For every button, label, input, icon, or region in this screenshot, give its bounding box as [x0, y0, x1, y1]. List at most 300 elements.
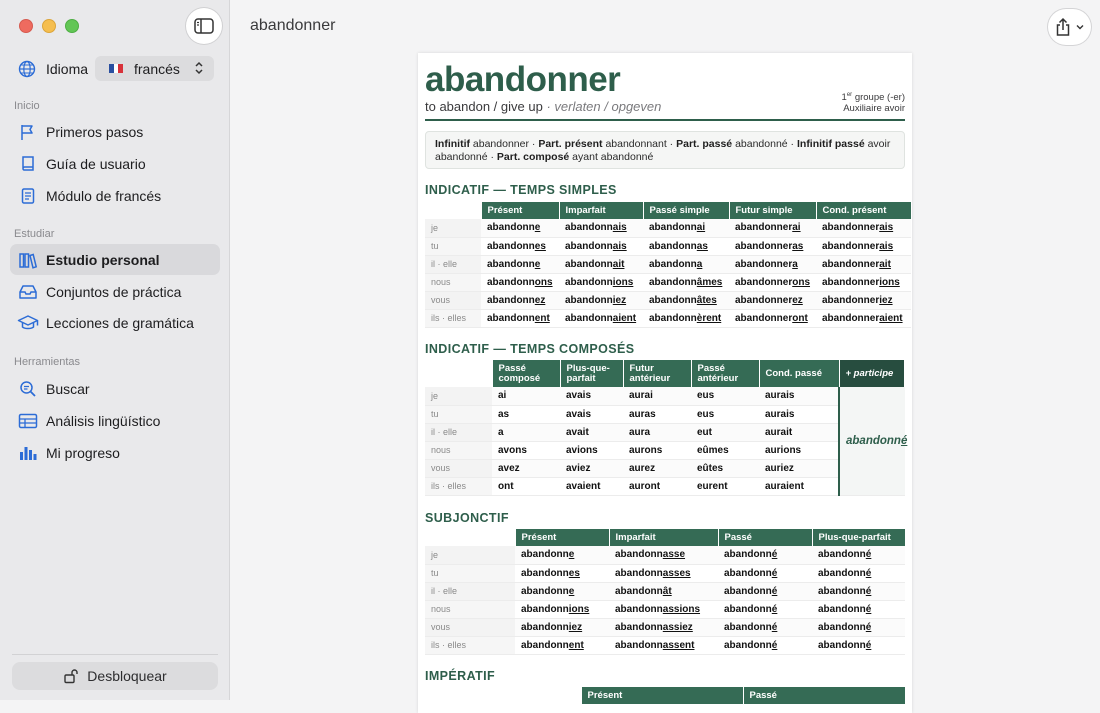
table-row — [425, 546, 905, 564]
verb-ending: es — [534, 240, 546, 252]
pronoun-cell: il · elle — [425, 423, 492, 441]
conjugation-cell — [481, 237, 559, 255]
verb-stem: abandonn — [565, 276, 613, 288]
notebook-icon — [18, 186, 38, 206]
conjugation-cell — [729, 273, 816, 291]
verb-stem: abandonn — [487, 276, 535, 288]
table-row — [425, 237, 911, 255]
verb-ending: é — [865, 639, 872, 651]
auxiliary-cell: avait — [560, 423, 623, 441]
conjugation-cell — [643, 309, 729, 327]
auxiliary-cell: ont — [492, 477, 560, 495]
verb-stem: abandonn — [565, 258, 613, 270]
conjugation-cell — [643, 255, 729, 273]
auxiliary-cell: eus — [691, 387, 759, 405]
sidebar-divider — [12, 654, 218, 655]
verb-stem: abandonn — [818, 621, 866, 633]
conjugation-cell — [812, 564, 905, 582]
table-row — [425, 405, 905, 423]
sidebar — [0, 0, 230, 700]
sidebar-item-lecciones-de-gramatica[interactable] — [10, 307, 220, 338]
pronoun-cell: vous — [425, 459, 492, 477]
verb-ending: é — [771, 585, 778, 597]
language-select[interactable] — [95, 56, 214, 81]
unlock-button[interactable] — [12, 662, 218, 690]
verb-ending: a — [792, 258, 798, 270]
verb-stem: abandonn — [818, 639, 866, 651]
verb-stem: abandonn — [487, 258, 535, 270]
sidebar-item-guia-de-usuario[interactable] — [10, 148, 220, 179]
sidebar-item-estudio-personal[interactable] — [10, 244, 220, 275]
pronoun-cell: nous — [425, 600, 515, 618]
table-header-blank — [425, 202, 481, 219]
verb-stem: abandonn — [565, 312, 613, 324]
conjugation-cell — [609, 546, 718, 564]
verb-stem: abandonner — [735, 222, 793, 234]
form-label: Infinitif — [435, 138, 470, 150]
pronoun-cell: je — [425, 546, 515, 564]
section-indicatif-simples: INDICATIF — TEMPS SIMPLES — [425, 183, 617, 197]
conjugation-cell — [481, 273, 559, 291]
verb-ending: é — [865, 621, 872, 633]
pronoun-cell: vous — [425, 291, 481, 309]
conjugation-cell — [816, 219, 911, 237]
verb-stem: abandonn — [724, 549, 772, 561]
conjugation-cell — [729, 309, 816, 327]
conjugation-cell — [609, 636, 718, 654]
sidebar-item-modulo-de-frances[interactable] — [10, 180, 220, 211]
table-row — [425, 441, 905, 459]
auxiliary-cell: eurent — [691, 477, 759, 495]
verb-ending: é — [865, 585, 872, 597]
verb-ending: asse — [662, 549, 686, 561]
conjugation-cell — [515, 636, 609, 654]
auxiliary-cell: aurais — [759, 387, 839, 405]
auxiliary-cell: auriez — [759, 459, 839, 477]
pronoun-cell: il · elle — [425, 582, 515, 600]
conjugation-cell — [812, 600, 905, 618]
auxiliary-cell: aurais — [759, 405, 839, 423]
conjugation-cell — [481, 291, 559, 309]
verb-ending: iez — [568, 621, 583, 633]
table-row — [425, 582, 905, 600]
form-value: abandonner — [470, 138, 529, 150]
verb-ending: é — [771, 567, 778, 579]
verb-stem: abandonn — [615, 603, 663, 615]
graduation-cap-icon — [18, 313, 38, 333]
chevron-down-icon — [1075, 23, 1085, 31]
sidebar-item-conjuntos-de-practica[interactable] — [10, 276, 220, 307]
table-row — [425, 477, 905, 495]
verb-stem: abandonner — [735, 276, 793, 288]
table-temps-composes — [425, 360, 908, 496]
auxiliary-cell: aviez — [560, 459, 623, 477]
auxiliary-cell: eûtes — [691, 459, 759, 477]
conjugation-cell — [515, 618, 609, 636]
verb-ending: ions — [879, 276, 900, 288]
conjugation-cell — [718, 618, 812, 636]
conjugation-cell — [609, 582, 718, 600]
form-value: abandonné — [732, 138, 788, 150]
conjugation-cell — [643, 291, 729, 309]
verb-stem: abandonn — [724, 639, 772, 651]
conjugation-cell — [816, 237, 911, 255]
pronoun-cell: il · elle — [425, 255, 481, 273]
verb-stem: abandonner — [735, 294, 793, 306]
sidebar-item-label: Mi progreso — [46, 444, 120, 461]
verb-stem: abandonn — [818, 567, 866, 579]
unlock-icon — [63, 668, 79, 684]
pronoun-cell: ils · elles — [425, 636, 515, 654]
auxiliary-cell: as — [492, 405, 560, 423]
auxiliary-cell: eut — [691, 423, 759, 441]
verb-ending: é — [771, 621, 778, 633]
table-header: Présent — [481, 202, 559, 219]
table-header-blank — [425, 687, 581, 704]
table-row — [425, 255, 911, 273]
verb-ending: é — [771, 549, 778, 561]
table-row — [425, 387, 905, 405]
form-label: Infinitif passé — [796, 138, 865, 150]
verb-stem: abandonner — [735, 240, 793, 252]
verb-ending: ais — [612, 240, 627, 252]
pronoun-cell: je — [425, 387, 492, 405]
table-row — [425, 309, 911, 327]
sidebar-item-analisis-linguistico[interactable] — [10, 405, 220, 436]
conjugation-cell — [718, 564, 812, 582]
verb-ending: âmes — [696, 276, 723, 288]
auxiliary-cell: aura — [623, 423, 691, 441]
verb-ending: assions — [662, 603, 701, 615]
conjugation-cell — [559, 237, 643, 255]
table-row — [425, 423, 905, 441]
chevron-updown-icon — [194, 61, 204, 75]
verb-stem: abandonn — [615, 585, 663, 597]
verb-stem: abandonn — [649, 222, 697, 234]
section-header-inicio: Inicio — [14, 100, 40, 112]
verb-stem: abandonn — [565, 240, 613, 252]
verb-ending: é — [865, 603, 872, 615]
conjugation-cell — [643, 237, 729, 255]
globe-icon — [18, 60, 36, 78]
verb-meta — [842, 90, 905, 114]
page-title: abandonner — [250, 17, 336, 34]
table-header: Plus-que-parfait — [560, 360, 623, 387]
language-value: francés — [134, 60, 180, 77]
table-header: Futur antérieur — [623, 360, 691, 387]
verb-ending: as — [696, 240, 708, 252]
verb-ending: ait — [612, 258, 625, 270]
conjugation-cell — [729, 255, 816, 273]
verb-ending: a — [696, 258, 703, 270]
verb-stem: abandonn — [818, 603, 866, 615]
conjugation-cell — [559, 273, 643, 291]
conjugation-cell — [816, 309, 911, 327]
share-icon — [1054, 17, 1072, 37]
table-header: Passé composé — [492, 360, 560, 387]
bar-chart-icon — [18, 443, 38, 463]
sidebar-item-label: Estudio personal — [46, 251, 160, 268]
verb-ending: ons — [792, 276, 811, 288]
verb-ending: e — [534, 222, 541, 234]
auxiliary-cell: auront — [623, 477, 691, 495]
table-header: Passé — [718, 529, 812, 546]
verb-ending: e — [568, 549, 575, 561]
verb-stem: abandonner — [735, 312, 793, 324]
conjugation-cell — [816, 255, 911, 273]
verb-ending: ez — [534, 294, 546, 306]
verb-ending: é — [771, 639, 778, 651]
verb-ending: ai — [696, 222, 706, 234]
section-header-herramientas: Herramientas — [14, 356, 81, 368]
conjugation-cell — [559, 291, 643, 309]
auxiliary-cell: auras — [623, 405, 691, 423]
conjugation-cell — [481, 255, 559, 273]
separator: · — [528, 138, 539, 150]
verb-translation — [425, 99, 661, 114]
verb-ending: asses — [662, 567, 691, 579]
conjugation-cell — [643, 273, 729, 291]
verb-stem: abandonn — [487, 294, 535, 306]
verb-ending: e — [534, 258, 541, 270]
verb-stem: abandonn — [724, 621, 772, 633]
pronoun-cell: nous — [425, 273, 481, 291]
verb-stem: abandonn — [521, 567, 569, 579]
verb-ending: aient — [879, 312, 903, 324]
sidebar-item-label: Buscar — [46, 380, 90, 397]
conjugation-cell — [812, 618, 905, 636]
verb-stem: abandonn — [521, 549, 569, 561]
auxiliary-cell: aurez — [623, 459, 691, 477]
form-label: Part. composé — [496, 151, 570, 163]
book-icon — [18, 154, 38, 174]
pronoun-cell: ils · elles — [425, 309, 481, 327]
unlock-label: Desbloquear — [87, 668, 167, 684]
pronoun-cell: je — [425, 219, 481, 237]
table-row — [425, 219, 911, 237]
conjugation-cell — [559, 309, 643, 327]
conjugation-cell — [729, 237, 816, 255]
pronoun-cell: tu — [425, 405, 492, 423]
table-header-blank — [425, 529, 515, 546]
pronoun-cell: vous — [425, 618, 515, 636]
table-row — [425, 564, 905, 582]
toggle-sidebar-button[interactable] — [186, 8, 222, 44]
verb-stem: abandonn — [724, 567, 772, 579]
auxiliary-cell: aurions — [759, 441, 839, 459]
conjugation-cell — [718, 600, 812, 618]
auxiliary-cell: a — [492, 423, 560, 441]
verb-ending: ez — [792, 294, 803, 306]
table-subjonctif — [425, 529, 906, 655]
verb-stem: abandonn — [649, 240, 697, 252]
sidebar-item-label: Guía de usuario — [46, 155, 146, 172]
table-header: Cond. passé — [759, 360, 839, 387]
table-row — [425, 600, 905, 618]
auxiliary-cell: avais — [560, 387, 623, 405]
conjugation-cell — [559, 219, 643, 237]
verb-stem: abandonn — [649, 294, 697, 306]
conjugation-cell — [481, 219, 559, 237]
verb-ending: ais — [612, 222, 627, 234]
verb-stem: abandonn — [615, 621, 663, 633]
verb-ending: as — [792, 240, 804, 252]
sidebar-item-primeros-pasos[interactable] — [10, 116, 220, 147]
table-header: Imparfait — [609, 529, 718, 546]
tray-icon — [18, 282, 38, 302]
translation-alt: · verlaten / opgeven — [546, 99, 662, 114]
verb-ending: ais — [879, 222, 894, 234]
auxiliary-cell: aurai — [623, 387, 691, 405]
auxiliary-cell: avais — [560, 405, 623, 423]
verb-stem: abandonner — [822, 258, 880, 270]
books-icon — [18, 250, 38, 270]
verb-stem: abandonner — [822, 312, 880, 324]
share-button[interactable] — [1048, 9, 1091, 45]
form-value: abandonnant — [602, 138, 667, 150]
verb-stem: abandonn — [818, 549, 866, 561]
pronoun-cell: tu — [425, 564, 515, 582]
verb-stem: abandonn — [724, 603, 772, 615]
sidebar-item-label: Análisis lingüístico — [46, 412, 161, 429]
conjugation-cell — [515, 600, 609, 618]
verb-ending: ai — [792, 222, 801, 234]
table-row — [425, 636, 905, 654]
conjugation-cell — [816, 273, 911, 291]
verb-stem: abandonner — [735, 258, 793, 270]
table-temps-simples — [425, 202, 912, 328]
auxiliary-cell: eus — [691, 405, 759, 423]
verb-stem: abandonn — [487, 240, 535, 252]
conjugation-cell — [718, 582, 812, 600]
verb-ending: ont — [792, 312, 808, 324]
sidebar-item-label: Conjuntos de práctica — [46, 283, 182, 300]
verb-ending: iez — [612, 294, 627, 306]
verb-stem: abandonn — [846, 434, 901, 447]
sidebar-item-label: Primeros pasos — [46, 123, 144, 140]
pronoun-cell: nous — [425, 441, 492, 459]
conjugation-cell — [559, 255, 643, 273]
verb-stem: abandonn — [615, 549, 663, 561]
conjugation-cell — [729, 291, 816, 309]
auxiliary-cell: avez — [492, 459, 560, 477]
table-header: Futur simple — [729, 202, 816, 219]
language-row — [18, 56, 218, 82]
verb-ending: é — [771, 603, 778, 615]
close-window-button[interactable] — [19, 19, 33, 33]
verb-stem: abandonn — [565, 294, 613, 306]
verb-ending: ent — [568, 639, 584, 651]
sidebar-item-label: Lecciones de gramática — [46, 314, 194, 331]
verb-stem: abandonner — [822, 222, 880, 234]
verb-stem: abandonn — [649, 276, 697, 288]
verb-stem: abandonn — [615, 567, 663, 579]
verb-group: 1er groupe (-er) — [841, 92, 905, 104]
verb-title: abandonner — [425, 60, 621, 99]
table-row — [425, 291, 911, 309]
minimize-window-button[interactable] — [42, 19, 56, 33]
table-row — [425, 273, 911, 291]
verb-stem: abandonn — [487, 312, 535, 324]
auxiliary-cell: auraient — [759, 477, 839, 495]
table-icon — [18, 411, 38, 431]
table-row — [425, 618, 905, 636]
sidebar-item-buscar[interactable] — [10, 373, 220, 404]
table-header: Passé simple — [643, 202, 729, 219]
verb-stem: abandonn — [521, 603, 569, 615]
auxiliary-cell: avaient — [560, 477, 623, 495]
participle-cell — [839, 387, 908, 495]
verb-stem: abandonner — [822, 294, 880, 306]
verb-ending: ent — [534, 312, 550, 324]
form-value: ayant abandonné — [569, 151, 654, 163]
section-header-estudiar: Estudiar — [14, 228, 55, 240]
separator: · — [487, 151, 497, 163]
table-header: Passé antérieur — [691, 360, 759, 387]
conjugation-cell — [515, 546, 609, 564]
flag-icon — [18, 122, 38, 142]
verb-stem: abandonn — [649, 312, 697, 324]
auxiliary-cell: aurons — [623, 441, 691, 459]
table-imperatif — [425, 687, 906, 704]
verb-stem: abandonn — [615, 639, 663, 651]
table-header: Imparfait — [559, 202, 643, 219]
verb-forms-box — [425, 131, 905, 169]
sidebar-item-mi-progreso[interactable] — [10, 437, 220, 468]
conjugation-cell — [481, 309, 559, 327]
verb-ending: é — [865, 567, 872, 579]
pronoun-cell: tu — [425, 237, 481, 255]
verb-auxiliary: Auxiliaire avoir — [843, 103, 905, 115]
table-header: Présent — [515, 529, 609, 546]
verb-ending: aient — [612, 312, 637, 324]
verb-ending: âtes — [696, 294, 717, 306]
pronoun-cell: ils · elles — [425, 477, 492, 495]
conjugation-cell — [718, 636, 812, 654]
verb-stem: abandonn — [521, 639, 569, 651]
verb-stem: abandonn — [724, 585, 772, 597]
table-header: Plus-que-parfait — [812, 529, 905, 546]
verb-stem: abandonn — [649, 258, 697, 270]
verb-stem: abandonn — [487, 222, 535, 234]
auxiliary-cell: avions — [560, 441, 623, 459]
table-header: Présent — [581, 687, 743, 704]
auxiliary-cell: ai — [492, 387, 560, 405]
maximize-window-button[interactable] — [65, 19, 79, 33]
conjugation-cell — [609, 600, 718, 618]
auxiliary-cell: eûmes — [691, 441, 759, 459]
table-header: Cond. présent — [816, 202, 911, 219]
table-header-blank — [425, 360, 492, 387]
conjugation-cell — [812, 582, 905, 600]
verb-ending: ait — [879, 258, 891, 270]
verb-ending: assent — [662, 639, 695, 651]
verb-ending: ais — [879, 240, 894, 252]
verb-ending: es — [568, 567, 580, 579]
section-indicatif-composes: INDICATIF — TEMPS COMPOSÉS — [425, 342, 635, 356]
verb-ending: ions — [568, 603, 590, 615]
auxiliary-cell: aurait — [759, 423, 839, 441]
form-label: Part. passé — [676, 138, 733, 150]
form-value: avoir abandonné — [435, 138, 891, 163]
language-label: Idioma — [46, 61, 89, 77]
verb-ending: ions — [612, 276, 634, 288]
separator: · — [666, 138, 677, 150]
translation-en: to abandon / give up — [425, 99, 543, 114]
verb-ending: é — [865, 549, 872, 561]
conjugation-cell — [718, 546, 812, 564]
verb-stem: abandonn — [565, 222, 613, 234]
